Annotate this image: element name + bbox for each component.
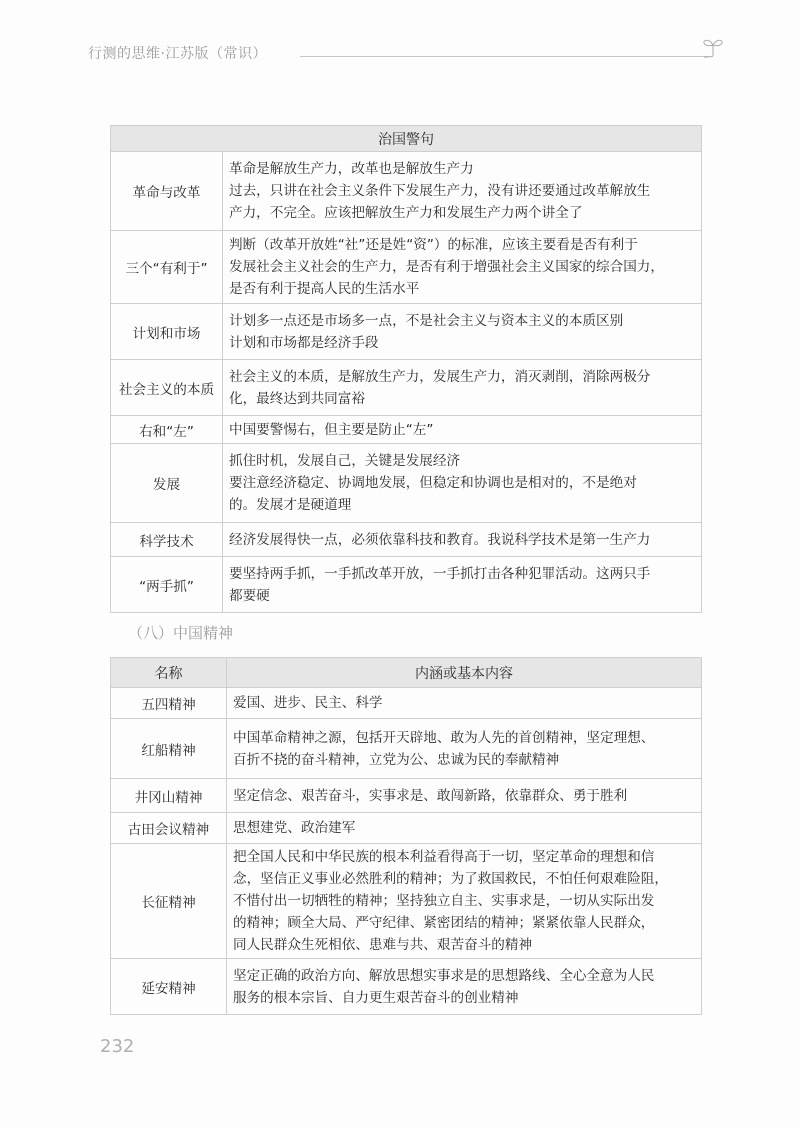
content-line: 百折不挠的奋斗精神，立党为公、忠诚为民的奉献精神 <box>233 751 560 768</box>
content-line: 把全国人民和中华民族的根本利益看得高于一切，坚定革命的理想和信 <box>233 849 655 865</box>
row-label: 三个“有利于” <box>111 231 223 303</box>
table-header <box>111 126 701 152</box>
content-line: 思想建党、政治建军 <box>233 820 356 836</box>
table-row <box>111 360 701 416</box>
row-label: 革命与改革 <box>111 152 223 230</box>
table-row <box>111 557 701 612</box>
table-title: 治国警句 <box>378 131 434 148</box>
content-line: 计划和市场都是经济手段 <box>229 334 379 351</box>
header-rule <box>300 56 708 57</box>
content-line: 的精神；顾全大局、严守纪律、紧密团结的精神；紧紧依靠人民群众， <box>233 915 655 931</box>
row-content <box>227 719 701 778</box>
row-label: 科学技术 <box>111 523 223 556</box>
row-content <box>223 360 701 415</box>
table-row <box>111 304 701 360</box>
row-content <box>227 844 701 958</box>
row-label: 古田会议精神 <box>111 813 227 843</box>
content-line: 抓住时机，发展自己，关键是发展经济 <box>229 453 461 469</box>
content-line: 都要硬 <box>229 587 270 604</box>
table-row <box>111 813 701 844</box>
row-label: “两手抓” <box>111 557 223 612</box>
content-line: 中国要警惕右，但主要是防止“左” <box>229 421 434 438</box>
row-label: 长征精神 <box>111 844 227 958</box>
content-line: 要注意经济稳定、协调地发展，但稳定和协调也是相对的，不是绝对 <box>229 475 637 491</box>
content-line: 化，最终达到共同富裕 <box>229 390 365 407</box>
content-line: 念，坚信正义事业必然胜利的精神；为了救国救民，不怕任何艰难险阻， <box>233 871 668 887</box>
row-content <box>227 959 701 1014</box>
row-label: 红船精神 <box>111 719 227 778</box>
table-row <box>111 152 701 231</box>
row-label: 延安精神 <box>111 959 227 1014</box>
chinese-spirit-table <box>110 657 702 1015</box>
row-content <box>227 779 701 812</box>
table-row <box>111 959 701 1014</box>
content-line: 经济发展得快一点，必须依靠科技和教育。我说科学技术是第一生产力 <box>229 531 651 548</box>
content-line: 同人民群众生死相依、患难与共、艰苦奋斗的精神 <box>233 937 533 953</box>
table-row <box>111 719 701 779</box>
section-title: （八）中国精神 <box>128 624 234 642</box>
page-number: 232 <box>100 1036 135 1057</box>
table-row <box>111 688 701 719</box>
table-row <box>111 416 701 444</box>
content-line: 计划多一点还是市场多一点，不是社会主义与资本主义的本质区别 <box>229 312 624 329</box>
content-line: 发展社会主义社会的生产力，是否有利于增强社会主义国家的综合国力， <box>229 259 664 275</box>
row-content <box>223 557 701 612</box>
row-label: 计划和市场 <box>111 304 223 359</box>
content-line: 坚定信念、艰苦奋斗，实事求是、敢闯新路，依靠群众、勇于胜利 <box>233 787 628 804</box>
content-line: 革命是解放生产力，改革也是解放生产力 <box>229 161 474 177</box>
header-content: 内涵或基本内容 <box>415 665 513 682</box>
row-content <box>223 304 701 359</box>
row-label: 井冈山精神 <box>111 779 227 812</box>
sprout-icon <box>700 34 726 60</box>
content-line: 的。发展才是硬道理 <box>229 497 352 513</box>
governance-quotes-table <box>110 125 702 613</box>
content-line: 爱国、进步、民主、科学 <box>233 695 383 711</box>
content-line: 社会主义的本质，是解放生产力，发展生产力，消灭剥削，消除两极分 <box>229 368 651 385</box>
content-line: 产力，不完全。应该把解放生产力和发展生产力两个讲全了 <box>229 205 583 221</box>
running-title: 行测的思维·江苏版（常识） <box>88 46 267 62</box>
row-content <box>223 152 701 230</box>
row-label: 五四精神 <box>111 688 227 718</box>
table-row <box>111 779 701 813</box>
row-content <box>227 813 701 843</box>
content-line: 是否有利于提高人民的生活水平 <box>229 281 420 297</box>
table-row <box>111 444 701 523</box>
row-content <box>223 416 701 443</box>
content-line: 要坚持两手抓，一手抓改革开放，一手抓打击各种犯罪活动。这两只手 <box>229 565 651 582</box>
table-header <box>111 658 701 688</box>
row-content <box>227 688 701 718</box>
content-line: 过去，只讲在社会主义条件下发展生产力，没有讲还要通过改革解放生 <box>229 183 651 199</box>
content-line: 不惜付出一切牺牲的精神；坚持独立自主、实事求是，一切从实际出发 <box>233 893 655 909</box>
row-content <box>223 231 701 303</box>
content-line: 判断（改革开放姓“社”还是姓“资”）的标准，应该主要看是否有利于 <box>229 237 638 253</box>
table-row <box>111 231 701 304</box>
row-label: 社会主义的本质 <box>111 360 223 415</box>
table-row <box>111 844 701 959</box>
row-content <box>223 444 701 522</box>
content-line: 坚定正确的政治方向、解放思想实事求是的思想路线、全心全意为人民 <box>233 967 655 984</box>
row-label: 发展 <box>111 444 223 522</box>
content-line: 中国革命精神之源，包括开天辟地、敢为人先的首创精神，坚定理想、 <box>233 729 655 746</box>
row-label: 右和“左” <box>111 416 223 443</box>
content-line: 服务的根本宗旨、自力更生艰苦奋斗的创业精神 <box>233 989 519 1006</box>
header-name: 名称 <box>111 658 227 687</box>
row-content <box>223 523 701 556</box>
table-row <box>111 523 701 557</box>
